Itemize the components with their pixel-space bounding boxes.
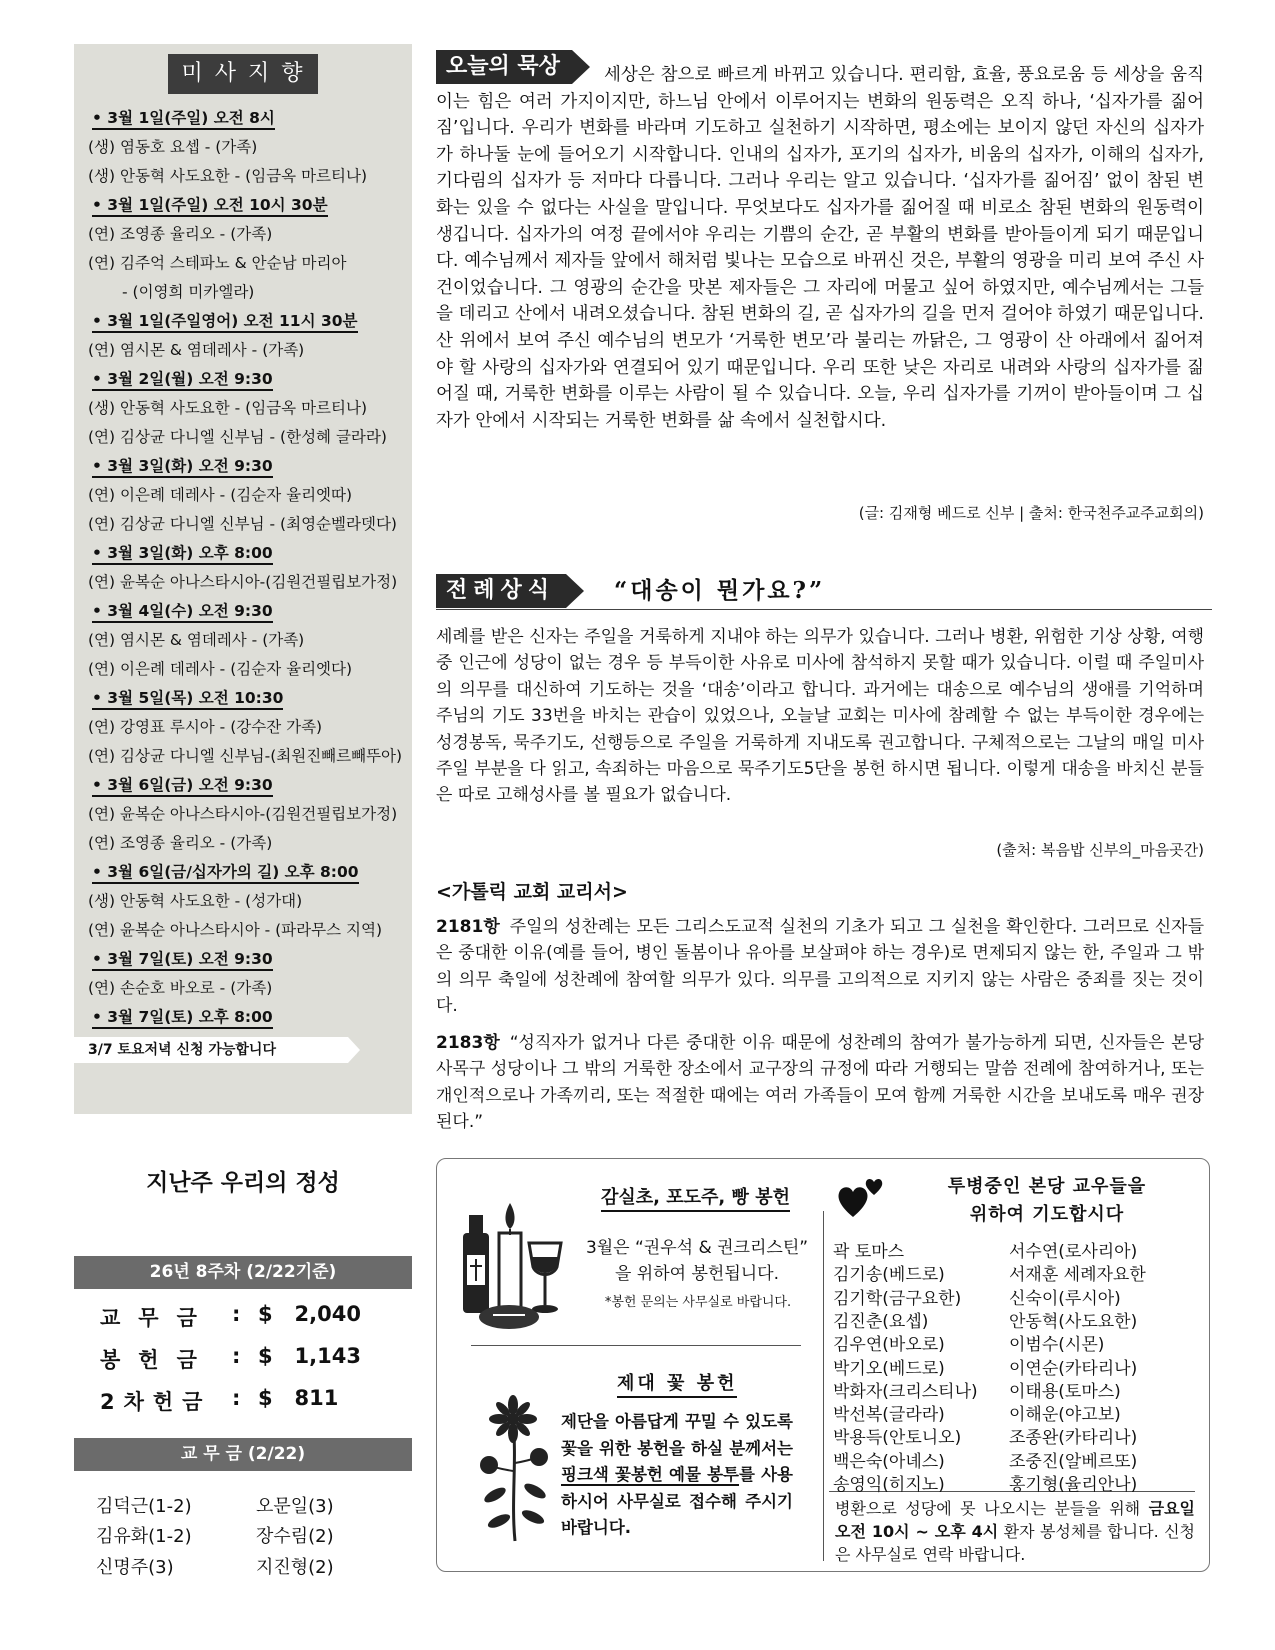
sick-parishioner-name: 조종완(카타리나) <box>1009 1428 1138 1449</box>
mass-time-heading: • 3월 3일(화) 오후 8:00 <box>88 539 408 568</box>
mass-time-heading: • 3월 1일(주일영어) 오전 11시 30분 <box>88 307 408 336</box>
mass-intention-item: (연) 조영종 율리오 - (가족) <box>88 834 273 852</box>
liturgy-question: “대송이 뭔가요?” <box>614 577 826 604</box>
mass-intention-item: (생) 안동혁 사도요한 - (임금옥 마르티나) <box>88 167 368 185</box>
liturgy-divider <box>436 609 1212 610</box>
mass-intention-item: (연) 손순호 바오로 - (가족) <box>88 979 273 997</box>
liturgy-source: (출처: 복음밥 신부의_마음곳간) <box>996 841 1204 859</box>
flower-offering-text: 제단을 아름답게 꾸밀 수 있도록 꽃을 위한 봉헌을 하실 분께서는 핑크색 꽃봉헌 예물 봉투를 사용하시어 사무실로 접수해 주시기 바랍니다. <box>561 1412 793 1537</box>
gyomu-name: 지진형(2) <box>256 1557 334 1578</box>
mass-intention-item: (연) 김상균 다니엘 신부님 - (최영순벨라뎃다) <box>88 515 397 533</box>
gyomu-name: 장수림(2) <box>256 1526 334 1547</box>
sick-parishioner-name: 김우연(바오로) <box>833 1335 945 1356</box>
liturgy-text: 세례를 받은 신자는 주일을 거룩하게 지내야 하는 의무가 있습니다. 그러나 병환, 위험한 기상 상황, 여행 중 인근에 성당이 없는 경우 등 부득이한 사유로 미사에 참석하지 못할 때가 있습니다. 이럴 때 주일미사의 의무를 대신하여 기도하는 것을 ‘대송’이라고 합니다. 과거에는 대송으로 예수님의 생애를 기억하며 주님의 기도 33번을 바치는 관습이 있었으나, 오늘날 교회는 미사에 참례할 수 없는 부득이한 경우에는 성경봉독, 묵주기도, 선행등으로 주일을 거룩하게 지내도록 권고합니다. 구체적으로는 그날의 매일 미사 주일 부분을 다 읽고, 속죄하는 마음으로 묵주기도5단을 봉헌 하시면 됩니다. 이렇게 대송을 바치신 분들은 따로 고해성사를 볼 필요가 없습니다. <box>436 627 1204 806</box>
bread-offering-title: 감실초, 포도주, 빵 봉헌 <box>601 1183 790 1209</box>
offering-label: 2차헌금 <box>100 1390 212 1414</box>
flower-offering-title: 제대 꽃 봉헌 <box>617 1369 737 1395</box>
mass-intentions-list <box>88 104 408 1032</box>
offering-colon: : <box>232 1386 241 1410</box>
mass-intention-item: (연) 염시몬 & 염데레사 - (가족) <box>88 631 305 649</box>
flower-envelope-link: 핑크색 꽃봉헌 예물 봉투 <box>561 1465 739 1484</box>
candle-wine-bread-icon <box>453 1193 573 1333</box>
liturgy-tag: 전례상식 <box>436 574 566 608</box>
sick-parishioner-name: 박선복(글라라) <box>833 1405 945 1426</box>
mass-intention-item: (생) 염동호 요셉 - (가족) <box>88 138 258 156</box>
sick-parishioner-name: 홍기형(율리안나) <box>1009 1475 1138 1495</box>
catechism-2181 <box>436 914 1204 1020</box>
notices-box <box>436 1158 1210 1572</box>
mass-intentions-panel <box>74 44 412 1114</box>
offering-colon: : <box>232 1344 241 1368</box>
sick-parishioner-name: 이범수(시몬) <box>1009 1335 1105 1356</box>
mass-time-heading: • 3월 1일(주일) 오전 10시 30분 <box>88 191 408 220</box>
gyomu-name: 신명주(3) <box>96 1557 174 1578</box>
mass-intention-item: - (이영희 미카엘라) <box>122 283 255 301</box>
reflection-text: 세상은 참으로 빠르게 바뀌고 있습니다. 편리함, 효율, 풍요로움 등 세상을 움직이는 힘은 여러 가지이지만, 하느님 안에서 이루어지는 변화의 원동력은 오직 하나, ‘십자가를 짊어짐’입니다. 우리가 변화를 바라며 기도하고 실천하기 시작하면, 평소에는 보이지 않던 자신의 십자가가 하나둘 눈에 들어오기 시작합니다. 인내의 십자가, 포기의 십자가, 비움의 십자가, 이해의 십자가, 기다림의 십자가 등 저마다 다릅니다. 그러나 우리는 알고 있습니다. ‘십자가를 짊어짐’ 없이 참된 변화는 있을 수 없다는 사실을 말입니다. 무엇보다도 십자가를 짊어질 때 비로소 참된 변화의 원동력이 생깁니다. 십자가의 여정 끝에서야 우리는 기쁨의 순간, 곧 부활의 변화를 받아들이게 되기 때문입니다. 예수님께서 제자들 앞에서 해처럼 빛나는 모습으로 바뀌신 것은, 부활의 영광을 미리 보여 주신 사건이었습니다. 그 영광의 순간을 맛본 제자들은 그 자리에 머물고 싶어 하였지만, 예수님께서는 그들을 데리고 산에서 내려오셨습니다. 참된 변화의 길, 곧 십자가의 길을 먼저 걸어야 하였기 때문입니다. 산 위에서 보여 주신 예수님의 변모가 ‘거룩한 변모’라 불리는 까닭은, 그 영광이 산 아래에서 짊어져야 할 사랑의 십자가와 연결되어 있기 때문입니다. 우리 또한 낮은 자리로 내려와 사랑의 십자가를 짊어질 때, 거룩한 변화를 이루는 사람이 될 수 있습니다. 오늘, 우리 십자가를 기꺼이 받아들이며 그 십자가 안에서 시작되는 거룩한 변화를 삶 속에서 실천합시다. <box>436 65 1204 431</box>
mass-intention-item: (연) 이은례 데레사 - (김순자 율리엣따) <box>88 486 353 504</box>
reflection-tag: 오늘의 묵상 <box>436 50 572 84</box>
mass-time-heading: • 3월 1일(주일) 오전 8시 <box>88 104 408 133</box>
sick-parishioner-name: 서재훈 세례자요한 <box>1009 1265 1146 1286</box>
offering-value: $ 811 <box>258 1386 339 1410</box>
home-communion-notice: 병환으로 성당에 못 나오시는 분들을 위해 금요일 오전 10시 ~ 오후 4시 환자 봉성체를 합니다. 신청은 사무실로 연락 바랍니다. <box>835 1499 1195 1564</box>
sick-parishioner-name: 신숙이(루시아) <box>1009 1288 1121 1309</box>
bread-offering-text: 3월은 “권우석 & 권크리스틴” 을 위하여 봉헌됩니다. <box>585 1238 809 1284</box>
catechism-title: <가톨릭 교회 교리서> <box>436 881 628 903</box>
sick-parishioner-name: 박용득(안토니오) <box>833 1428 962 1449</box>
mass-time-heading: • 3월 7일(토) 오전 9:30 <box>88 945 408 974</box>
mass-intention-item: (연) 김상균 다니엘 신부님 - (한성혜 글라라) <box>88 428 387 446</box>
gyomu-bar: 교 무 금 (2/22) <box>74 1438 412 1471</box>
sick-parishioner-name: 박화자(크리스티나) <box>833 1381 978 1402</box>
offering-colon: : <box>232 1302 241 1326</box>
mass-intention-item: (생) 안동혁 사도요한 - (임금옥 마르티나) <box>88 399 368 417</box>
gyomu-name: 김유화(1-2) <box>96 1526 192 1547</box>
sick-parishioner-name: 조중진(알베르또) <box>1009 1451 1138 1472</box>
mass-time-heading: • 3월 4일(수) 오전 9:30 <box>88 597 408 626</box>
mass-intentions-title: 미사지향 <box>168 54 318 94</box>
offering-title: 지난주 우리의 정성 <box>146 1170 340 1196</box>
box-divider <box>471 1345 801 1346</box>
sick-parishioner-name: 이연순(카타리나) <box>1009 1358 1138 1379</box>
mass-time-heading: • 3월 2일(월) 오전 9:30 <box>88 365 408 394</box>
offering-value: $ 1,143 <box>258 1344 361 1368</box>
mass-intention-item: (연) 윤복순 아나스타시아-(김원건필립보가정) <box>88 573 398 591</box>
offering-row-second <box>100 1386 430 1420</box>
reflection-source: (글: 김재형 베드로 신부 | 출처: 한국천주교주교회의) <box>858 504 1204 522</box>
sick-parishioner-name: 김기송(베드로) <box>833 1265 945 1286</box>
catechism-text: 주일의 성찬례는 모든 그리스도교적 실천의 기초가 되고 그 실천을 확인한다. 그러므로 신자들은 중대한 이유(예를 들어, 병인 돌봄이나 유아를 보살펴야 하는 경우)로 면제되지 않는 한, 주일과 그 밖의 의무 축일에 성찬례에 참여할 의무가 있다. 의무를 고의적으로 지키지 않는 사람은 중죄를 짓는 것이다. <box>436 917 1204 1017</box>
mass-time-heading: • 3월 6일(금/십자가의 길) 오후 8:00 <box>88 858 408 887</box>
mass-intention-item: (연) 김주억 스테파노 & 안순남 마리아 <box>88 254 347 272</box>
signup-notice: 3/7 토요저녁 신청 가능합니다 <box>74 1037 348 1063</box>
offering-week-bar: 26년 8주차 (2/22기준) <box>74 1256 412 1289</box>
flower-icon <box>471 1391 557 1551</box>
mass-time-heading: • 3월 5일(목) 오전 10:30 <box>88 684 408 713</box>
sick-parishioner-name: 송영익(히지노) <box>833 1475 945 1495</box>
catechism-text: “성직자가 없거나 다른 중대한 이유 때문에 성찬례의 참여가 불가능하게 되면, 신자들은 본당 사목구 성당이나 그 밖의 거룩한 장소에서 교구장의 규정에 따라 거행되는 말씀 전례에 참여하거나, 또는 개인적으로나 가족끼리, 또는 적절한 때에는 여러 가족들이 모여 함께 거룩한 시간을 보내도록 매우 권장된다.” <box>436 1033 1204 1133</box>
catechism-number: 2183항 <box>436 1033 500 1053</box>
box-vertical-divider <box>823 1211 824 1561</box>
prayer-request-title: 투병중인 본당 교우들을 위하여 기도합시다 <box>947 1176 1147 1225</box>
mass-intention-item: (연) 이은례 데레사 - (김순자 율리엣다) <box>88 660 353 678</box>
mass-intention-item: (연) 윤복순 아나스타시아-(김원건필립보가정) <box>88 805 398 823</box>
offering-label: 봉헌금 <box>100 1348 215 1372</box>
offering-label: 교무금 <box>100 1306 215 1330</box>
mass-intention-item: (연) 윤복순 아나스타시아 - (파라무스 지역) <box>88 921 382 939</box>
mass-intention-item: (연) 김상균 다니엘 신부님-(최원진빼르빼뚜아) <box>88 747 403 765</box>
sick-parishioner-name: 이태용(토마스) <box>1009 1381 1121 1402</box>
sick-parishioner-name: 박기오(베드로) <box>833 1358 945 1379</box>
sick-parishioner-name: 안동혁(사도요한) <box>1009 1311 1138 1332</box>
catechism-2183 <box>436 1030 1204 1136</box>
offering-row-bongheon <box>100 1344 430 1378</box>
mass-time-heading: • 3월 3일(화) 오전 9:30 <box>88 452 408 481</box>
gyomu-name: 김덕근(1-2) <box>96 1496 192 1517</box>
sick-parishioner-name: 김진춘(요셉) <box>833 1311 929 1332</box>
mass-intention-item: (연) 염시몬 & 염데레사 - (가족) <box>88 341 305 359</box>
sick-parishioner-name: 서수연(로사리아) <box>1009 1242 1138 1262</box>
sick-parishioner-name: 김기학(금구요한) <box>833 1288 962 1309</box>
mass-intention-item: (연) 조영종 율리오 - (가족) <box>88 225 273 243</box>
mass-time-heading: • 3월 6일(금) 오전 9:30 <box>88 771 408 800</box>
gyomu-name: 오문일(3) <box>256 1496 334 1517</box>
sick-parishioner-name: 백은숙(아녜스) <box>833 1451 945 1472</box>
offering-value: $ 2,040 <box>258 1302 361 1326</box>
mass-time-heading: • 3월 7일(토) 오후 8:00 <box>88 1003 408 1032</box>
offering-row-gyomu <box>100 1302 430 1336</box>
hearts-icon <box>837 1173 887 1219</box>
bread-offering-note: *봉헌 문의는 사무실로 바랍니다. <box>604 1295 792 1310</box>
mass-intention-item: (생) 안동혁 사도요한 - (성가대) <box>88 892 303 910</box>
sick-parishioner-name: 곽 토마스 <box>833 1242 905 1262</box>
sick-parishioner-name: 이해운(야고보) <box>1009 1405 1121 1426</box>
catechism-number: 2181항 <box>436 917 500 937</box>
mass-intention-item: (연) 강영표 루시아 - (강수잔 가족) <box>88 718 323 736</box>
